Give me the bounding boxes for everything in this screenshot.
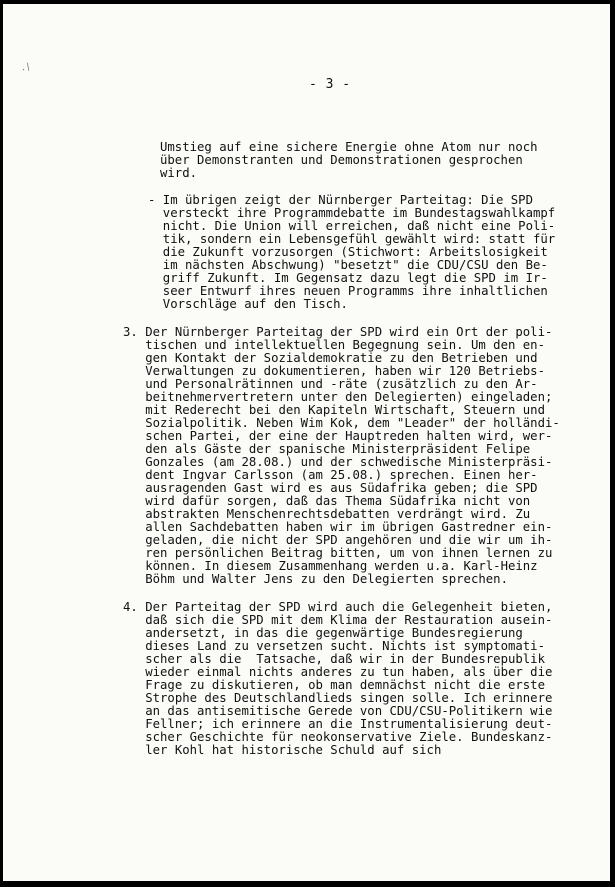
text-line: tik, sondern ein Lebensgefühl gewählt wird: statt für (148, 232, 556, 246)
text-line: seer Entwurf ihres neuen Programms ihre inhaltlichen (148, 284, 548, 298)
text-line: über Demonstranten und Demonstrationen gesprochen (160, 153, 523, 167)
text-line: ler Kohl hat historische Schuld auf sich (123, 743, 442, 757)
text-line: die Zukunft vorzusorgen (Stichwort: Arbeitslosigkeit (148, 245, 548, 259)
text-line: ren persönlichen Beitrag bitten, um von ihnen lernen zu (123, 546, 553, 560)
text-line: Strophe des Deutschlandlieds singen solle. Ich erinnere (123, 691, 553, 705)
text-line: im nächsten Abschwung) "besetzt" die CDU/CSU den Be- (148, 258, 548, 272)
text-line: - Im übrigen zeigt der Nürnberger Parteitag: Die SPD (148, 193, 533, 207)
text-line: andersetzt, in das die gegenwärtige Bundesregierung (123, 626, 523, 640)
text-line: Sozialpolitik. Neben Wim Kok, dem "Leader" der holländi- (123, 416, 560, 430)
text-line: scher als die Tatsache, daß wir in der Bundesrepublik (123, 652, 545, 666)
text-line: wird dafür sorgen, daß das Thema Südafrika nicht von (123, 494, 531, 508)
text-line: können. In diesem Zusammenhang werden u.a. Karl-Heinz (123, 559, 538, 573)
text-line: an das antisemitische Gerede von CDU/CSU-Politikern wie (123, 704, 553, 718)
text-line: abstrakten Menschenrechtsdebatten verdrängt wird. Zu (123, 507, 531, 521)
margin-mark: ·/ (19, 61, 34, 77)
text-line: schen Partei, der eine der Hauptreden halten wird, wer- (123, 429, 553, 443)
text-line: tischen und intellektuellen Begegnung sein. Um den en- (123, 338, 545, 352)
document-page (3, 4, 610, 881)
text-line: wieder einmal nichts anderes zu tun haben, als über die (123, 665, 553, 679)
page-number: - 3 - (309, 77, 351, 92)
text-line: Gonzales (am 28.08.) und der schwedische Ministerpräsi- (123, 455, 553, 469)
text-line: Vorschläge auf den Tisch. (148, 297, 348, 311)
text-line: geladen, die nicht der SPD angehören und die wir um ih- (123, 533, 553, 547)
text-line: gen Kontakt der Sozialdemokratie zu den Betrieben und (123, 351, 538, 365)
text-line: Umstieg auf eine sichere Energie ohne Atom nur noch (160, 140, 538, 154)
text-line: griff Zukunft. Im Gegensatz dazu legt die SPD im Ir- (148, 271, 548, 285)
text-line: dent Ingvar Carlsson (am 25.08.) sprechen. Einen her- (123, 468, 538, 482)
text-line: mit Rederecht bei den Kapiteln Wirtschaft, Steuern und (123, 403, 545, 417)
text-line: beitnehmervertretern unter den Delegierten) eingeladen; (123, 390, 553, 404)
text-line: daß sich die SPD mit dem Klima der Restauration ausein- (123, 613, 553, 627)
text-line: Verwaltungen zu dokumentieren, haben wir 120 Betriebs- (123, 364, 545, 378)
text-line: ausragenden Gast wird es aus Südafrika geben; die SPD (123, 481, 538, 495)
text-line: 3. Der Nürnberger Parteitag der SPD wird ein Ort der poli- (123, 325, 553, 339)
text-line: allen Sachdebatten haben wir im übrigen Gastredner ein- (123, 520, 553, 534)
text-line: scher Geschichte für neokonservative Ziele. Bundeskanz- (123, 730, 553, 744)
text-line: und Personalrätinnen und -räte (zusätzlich zu den Ar- (123, 377, 538, 391)
text-line: Frage zu diskutieren, ob man demnächst nicht die erste (123, 678, 545, 692)
text-line: Fellner; ich erinnere an die Instrumentalisierung deut- (123, 717, 553, 731)
text-line: nicht. Die Union will erreichen, daß nicht eine Poli- (148, 219, 556, 233)
text-line: Böhm und Walter Jens zu den Delegierten sprechen. (123, 572, 508, 586)
text-line: den als Gäste der spanische Ministerpräsident Felipe (123, 442, 531, 456)
text-line: dieses Land zu versetzen sucht. Nichts ist symptomati- (123, 639, 545, 653)
text-line: 4. Der Parteitag der SPD wird auch die Gelegenheit bieten, (123, 600, 553, 614)
text-line: versteckt ihre Programmdebatte im Bundestagswahlkampf (148, 206, 556, 220)
text-line: wird. (160, 166, 198, 180)
